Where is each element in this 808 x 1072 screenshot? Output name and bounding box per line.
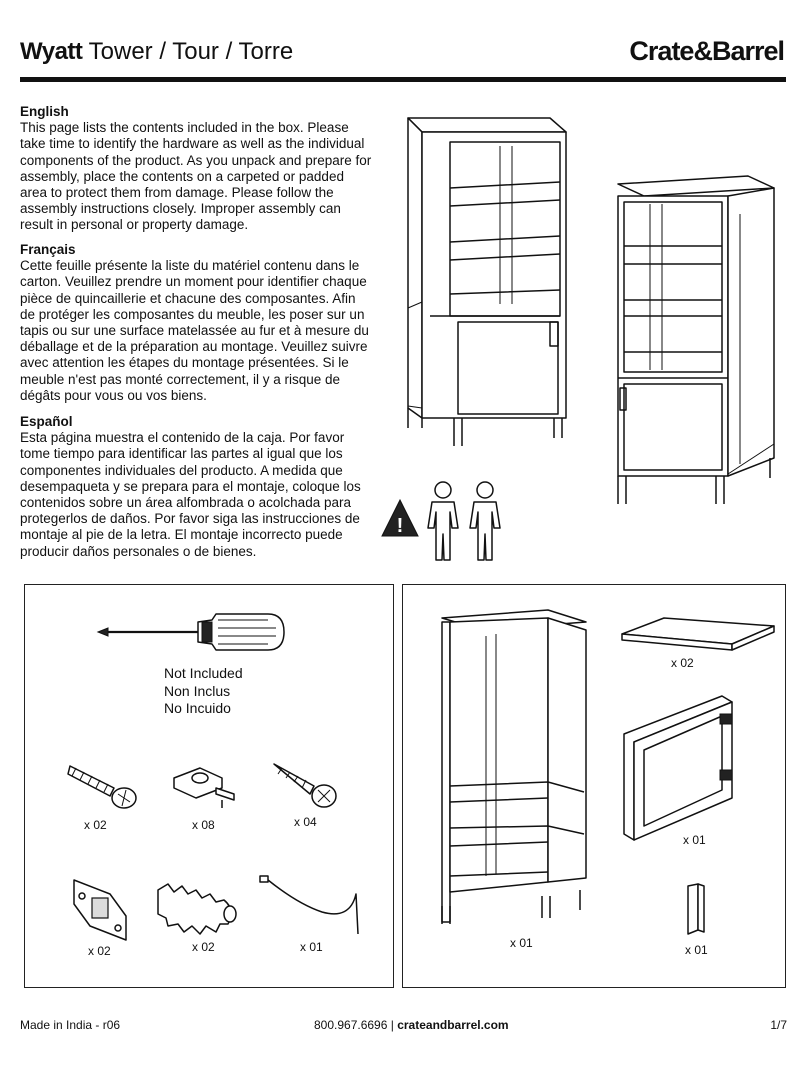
cabinet-frame-icon — [438, 606, 598, 926]
wall-anchor-icon — [154, 880, 240, 940]
french-section — [20, 242, 372, 404]
bracket-qty: x 02 — [88, 944, 111, 958]
glass-door-icon — [622, 694, 742, 844]
cam-lock-icon — [170, 764, 240, 814]
spanish-text: Esta página muestra el contenido de la caja. Por favor tome tiempo para identificar las partes al igual que los componentes individuales del producto. A medida que desempaqueta y se prepara para el montaje, coloque los contenidos sobre un área alfombrada o acolchada para protegerlos de daños. Por favor siga las instrucciones de montaje al pie de la letra. El montaje incorrecto puede producir daños personales o de bienes. — [20, 430, 361, 559]
english-section — [20, 104, 372, 234]
person-icon — [428, 482, 458, 560]
page-number: 1/7 — [770, 1018, 787, 1032]
wood-screw-icon — [272, 762, 352, 812]
french-text: Cette feuille présente la liste du matériel contenu dans le carton. Veuillez prendre un moment pour identifier chaque pièce de quincaillerie et chacune des composantes. Afin de protéger les composantes du meuble, les poser sur un tapis ou sur une surface matelassée au fur et à mesure du déballage et de la préparation au montage. Veuillez suivre avec attention les étapes du montage présentées. Si le meuble n'est pas monté correctement, il y a risque de dégâts pour vous ou vos biens. — [20, 258, 369, 403]
warning-symbol: ! — [396, 515, 404, 537]
brand-logo: Crate&Barrel — [629, 36, 784, 66]
not-included-en: Not Included — [164, 665, 243, 681]
wall-anchor-qty: x 02 — [192, 940, 215, 954]
cable-tie-icon — [258, 874, 368, 934]
bolt-qty: x 02 — [84, 818, 107, 832]
page-title — [20, 38, 293, 66]
tower-front-view — [408, 118, 566, 446]
origin-info: Made in India - r06 — [20, 1018, 121, 1032]
phone-number: 800.967.6696 | — [314, 1018, 398, 1032]
not-included-es: No Incuido — [164, 700, 231, 716]
not-included-fr: Non Inclus — [164, 682, 231, 699]
bolt-icon — [66, 760, 146, 810]
french-heading: Français — [20, 242, 76, 257]
header-rule — [20, 77, 786, 82]
glass-door-qty: x 01 — [683, 833, 706, 847]
english-heading: English — [20, 104, 69, 119]
tower-side-view — [618, 176, 774, 504]
door-stop-block-icon — [684, 882, 708, 938]
cabinet-frame-qty: x 01 — [510, 936, 533, 950]
contact-info — [314, 1018, 509, 1032]
assembled-tower-illustration — [400, 108, 800, 508]
spanish-section — [20, 414, 372, 560]
shelf-panel-qty: x 02 — [671, 656, 694, 670]
spanish-heading: Español — [20, 414, 73, 429]
website-link[interactable]: crateandbarrel.com — [397, 1018, 509, 1032]
cam-lock-qty: x 08 — [192, 818, 215, 832]
product-type: Tower / Tour / Torre — [88, 38, 294, 65]
door-stop-block-qty: x 01 — [685, 943, 708, 957]
person-icon — [470, 482, 500, 560]
wood-screw-qty: x 04 — [294, 815, 317, 829]
screwdriver-icon — [98, 610, 288, 656]
not-included-note — [164, 665, 243, 718]
product-name: Wyatt — [20, 38, 83, 65]
two-person-warning-illustration — [380, 478, 500, 568]
shelf-panel-icon — [620, 616, 780, 656]
english-text: This page lists the contents included in the box. Please take time to identify the hardware as well as the individual components of the product. As you unpack and prepare for assembly, place the contents on a carpeted or padded area to protect them from damage. Please follow the assembly instructions closely. Improper assembly can result in personal or property damage. — [20, 120, 372, 233]
cable-tie-qty: x 01 — [300, 940, 323, 954]
bracket-icon — [68, 876, 134, 946]
